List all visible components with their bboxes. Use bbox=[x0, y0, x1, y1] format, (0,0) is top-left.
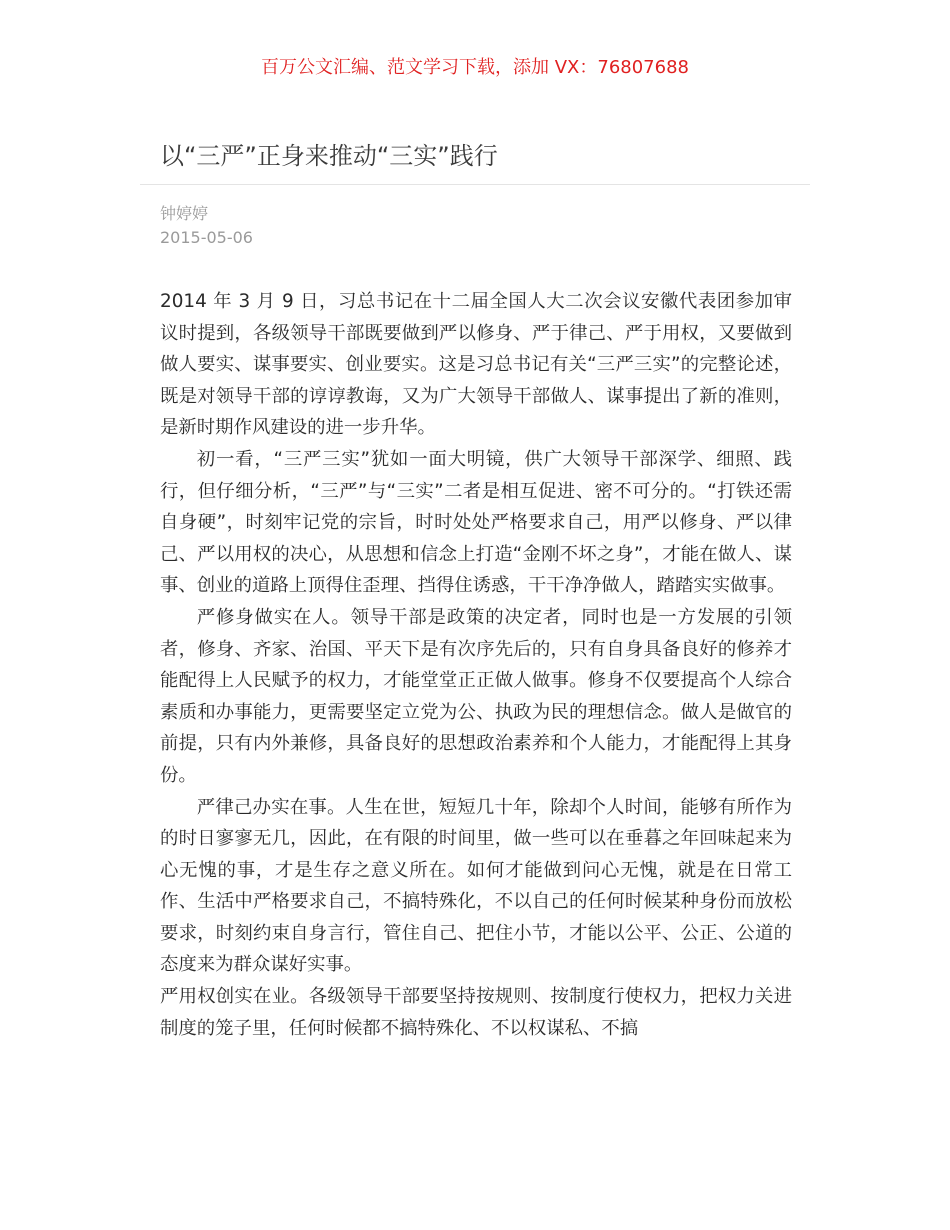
article-body bbox=[160, 286, 792, 1044]
paragraph-power-use: 严用权创实在业。各级领导干部要坚持按规则、按制度行使权力，把权力关进制度的笼子里，任何时候都不搞特殊化、不以权谋私、不搞 bbox=[160, 986, 792, 1039]
paragraph-overview: 初一看，“三严三实”犹如一面大明镜，供广大领导干部深学、细照、践行，但仔细分析，“三严”与“三实”二者是相互促进、密不可分的。“打铁还需自身硬”，时刻牢记党的宗旨，时时处处严格要求自己，用严以修身、严以律己、严以用权的决心，从思想和信念上打造“金刚不坏之身”，才能在做人、谋事、创业的道路上顶得住歪理、挡得住诱惑，干干净净做人，踏踏实实做事。 bbox=[160, 448, 792, 597]
promo-banner: 百万公文汇编、范文学习下载，添加 VX：76807688 bbox=[261, 57, 689, 78]
paragraph-intro: 2014 年 3 月 9 日，习总书记在十二届全国人大二次会议安徽代表团参加审议时提到，各级领导干部既要做到严以修身、严于律己、严于用权，又要做到做人要实、谋事要实、创业要实。这是习总书记有关“三严三实”的完整论述，既是对领导干部的谆谆教诲，又为广大领导干部做人、谋事提出了新的准则，是新时期作风建设的进一步升华。 bbox=[160, 291, 792, 439]
paragraph-self-cultivation: 严修身做实在人。领导干部是政策的决定者，同时也是一方发展的引领者，修身、齐家、治国、平天下是有次序先后的，只有自身具备良好的修养才能配得上人民赋予的权力，才能堂堂正正做人做事。修身不仅要提高个人综合素质和办事能力，更需要坚定立党为公、执政为民的理想信念。做人是做官的前提，只有内外兼修，具备良好的思想政治素养和个人能力，才能配得上其身份。 bbox=[160, 606, 792, 786]
title-divider bbox=[140, 184, 810, 185]
author-name: 钟婷婷 bbox=[160, 204, 209, 223]
paragraph-self-discipline: 严律己办实在事。人生在世，短短几十年，除却个人时间，能够有所作为的时日寥寥无几，因此，在有限的时间里，做一些可以在垂暮之年回味起来为心无愧的事，才是生存之意义所在。如何才能做到问心无愧，就是在日常工作、生活中严格要求自己，不搞特殊化，不以自己的任何时候某种身份而放松要求，时刻约束自身言行，管住自己、把住小节，才能以公平、公正、公道的态度来为群众谋好实事。 bbox=[160, 796, 792, 976]
publish-date: 2015-05-06 bbox=[160, 228, 253, 247]
article-title: 以“三严”正身来推动“三实”践行 bbox=[160, 142, 498, 170]
